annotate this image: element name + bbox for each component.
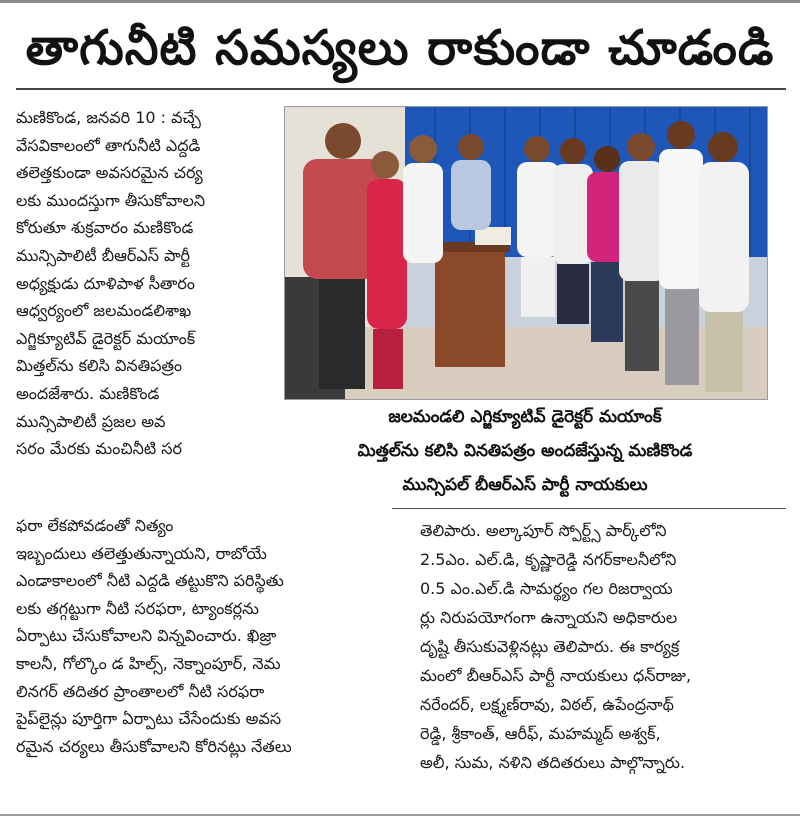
text-line: లినగర్ తదితర ప్రాంతాలలో నీటి సరఫరా [16, 681, 265, 701]
text-line: ఎండాకాలంలో నీటి ఎద్దడి తట్టుకొని పరిస్థితు [16, 571, 284, 591]
text-line: సరం మేరకు మంచినీటి సర [16, 439, 182, 459]
text-line: మున్సిపాలిటీ ప్రజల అవ [16, 411, 166, 431]
text-line: లకు ముందస్తుగా తీసుకోవాలని [16, 190, 206, 210]
headline-divider [16, 88, 786, 90]
bottom-border [0, 814, 800, 816]
caption-line: మున్సిపల్ బీఆర్ఎస్ పార్టీ నాయకులు [402, 475, 648, 495]
article-column-left [16, 104, 278, 463]
text-line: మణికొండ, జనవరి 10 : వచ్చే [16, 108, 201, 127]
text-line: ఇబ్బందులు తలెత్తుతున్నాయని, రాబోయే [16, 543, 267, 563]
caption-line: మిత్తల్‌ను కలిసి వినతిపత్రం అందజేస్తున్న మణికొండ [357, 441, 693, 461]
text-line: లకు తగ్గట్టుగా నీటి సరఫరా, ట్యాంకర్లను [16, 598, 259, 618]
text-line: తలెత్తకుండా అవసరమైన చర్య [16, 163, 203, 183]
text-line: రెడ్డి, శ్రీకాంత్, ఆరీఫ్, మహమ్మద్ అశ్వక్, [420, 724, 661, 743]
text-line: అందజేశారు. మణికొండ [16, 383, 160, 403]
text-line: మిత్తల్‌ను కలిసి వినతిపత్రం [16, 356, 183, 376]
text-line: ఎగ్జిక్యూటివ్ డైరెక్టర్ మయాంక్ [16, 328, 196, 348]
text-line: ఫరా లేకపోవడంతో నిత్యం [16, 516, 174, 535]
text-line: రమైన చర్యలు తీసుకోవాలని కోరినట్లు నేతలు [16, 736, 292, 756]
photo-caption [284, 400, 766, 502]
text-line: 2.5ఎం. ఎల్.డి, కృష్ణారెడ్డి నగర్‌కాలనీలోని [420, 550, 677, 569]
text-line: మంలో బీఆర్ఎస్ పార్టీ నాయకులు ధన్‌రాజు, [420, 666, 692, 685]
text-line: తెలిపారు. అల్కాపూర్ స్పోర్ట్స్ పార్క్‌లోని [420, 521, 667, 540]
caption-line: జలమండలి ఎగ్జిక్యూటివ్ డైరెక్టర్ మయాంక్ [388, 407, 662, 427]
top-border [0, 0, 800, 3]
article-column-right [420, 516, 786, 777]
news-photo-illustration [285, 107, 767, 399]
news-photo [284, 106, 768, 400]
text-line: అధ్యక్షుడు దూళిపాళ సీతారం [16, 273, 196, 293]
text-line: 0.5 ఎం.ఎల్.డి సామర్థ్యం గల రిజర్వాయ [420, 579, 673, 598]
text-line: కోరుతూ శుక్రవారం మణికొండ [16, 218, 194, 238]
text-line: వేసవికాలంలో తాగునీటి ఎద్దడి [16, 135, 201, 155]
text-line: పైప్‌లైన్లు పూర్తిగా ఏర్పాటు చేసేందుకు అవస [16, 709, 282, 729]
article-headline: తాగునీటి సమస్యలు రాకుండా చూడండి [25, 20, 775, 76]
text-line: కాలనీ, గోల్కొం డ హిల్స్, నెక్నాంపూర్, నెమ [16, 653, 281, 673]
text-line: దృష్టి తీసుకువెళ్లినట్లు తెలిపారు. ఈ కార్యక్ర [420, 637, 680, 656]
text-line: అలీ, సుమ, నళిని తదితరులు పాల్గొన్నారు. [420, 753, 686, 772]
text-line: మున్సిపాలిటీ బీఆర్ఎస్ పార్టీ [16, 245, 191, 265]
text-line: ర్లు నిరుపయోగంగా ఉన్నాయని అధికారుల [420, 608, 678, 627]
text-line: నరేందర్, లక్ష్మణ్‌రావు, విఠల్, ఉపేంద్రనాథ్ [420, 695, 674, 714]
caption-divider [392, 508, 786, 509]
article-column-middle [16, 512, 404, 760]
text-line: ఆధ్వర్యంలో జలమండలిశాఖ [16, 301, 192, 321]
text-line: ఏర్పాటు చేసుకోవాలని విన్నవించారు. ఖిజ్రా [16, 626, 277, 646]
